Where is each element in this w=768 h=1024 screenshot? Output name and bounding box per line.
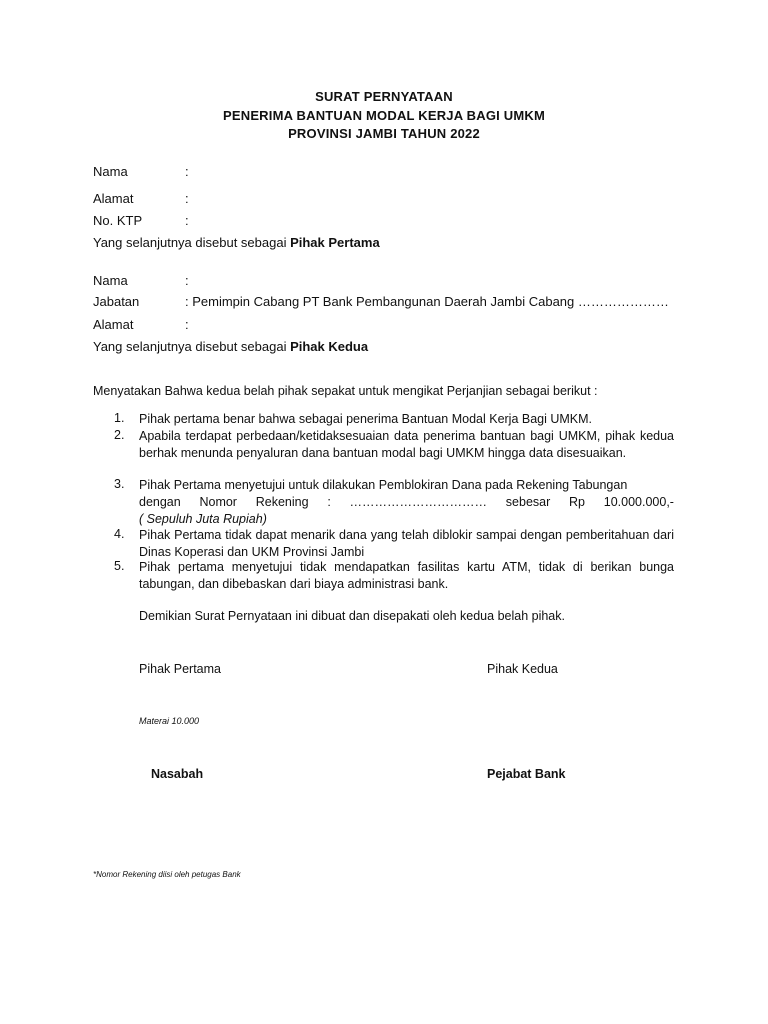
item3-word: sebesar [505, 495, 551, 509]
party2-name-colon: : [185, 273, 189, 288]
item-number-5: 5. [114, 559, 125, 573]
party1-designation [93, 235, 380, 250]
document-title: SURAT PERNYATAAN [315, 89, 453, 104]
item3-word: Rp [569, 495, 586, 509]
party2-designation-bold: Pihak Kedua [290, 339, 369, 354]
statement-intro: Menyatakan Bahwa kedua belah pihak sepakat untuk mengikat Perjanjian sebagai berikut : [93, 384, 598, 398]
item3-word: dengan [139, 495, 181, 509]
party1-designation-bold: Pihak Pertama [290, 235, 380, 250]
party2-address-label: Alamat [93, 317, 134, 332]
party1-address-label: Alamat [93, 191, 134, 206]
document-subtitle: PENERIMA BANTUAN MODAL KERJA BAGI UMKM [222, 108, 545, 123]
amount-value: 10.000.000,- [603, 495, 674, 509]
list-item-1: Pihak pertama benar bahwa sebagai penerima Bantuan Modal Kerja Bagi UMKM. [139, 412, 593, 426]
closing-statement: Demikian Surat Pernyataan ini dibuat dan disepakati oleh kedua belah pihak. [139, 609, 565, 623]
item3-word: : [327, 495, 331, 509]
party2-designation [93, 339, 368, 354]
list-item-5: Pihak pertama menyetujui tidak mendapatkan fasilitas kartu ATM, tidak di berikan bunga tabungan, dan dibebaskan dari biaya administrasi bank. [139, 560, 674, 591]
signature-party1-label: Pihak Pertama [139, 662, 221, 676]
party2-position-value: : Pemimpin Cabang PT Bank Pembangunan Daerah Jambi Cabang ………………… [185, 294, 669, 309]
account-number-blank: …………………………… [349, 495, 488, 509]
party2-address-colon: : [185, 317, 189, 332]
party1-designation-text: Yang selanjutnya disebut sebagai [93, 235, 291, 250]
item3-word: Nomor [199, 495, 237, 509]
party1-address-colon: : [185, 191, 189, 206]
signature-party2-role: Pejabat Bank [487, 767, 566, 781]
item3-line1: Pihak Pertama menyetujui untuk dilakukan Pemblokiran Dana pada Rekening Tabungan [139, 478, 628, 492]
signature-party2-label: Pihak Kedua [487, 662, 558, 676]
party2-designation-text: Yang selanjutnya disebut sebagai [93, 339, 291, 354]
item-number-4: 4. [114, 527, 125, 541]
party1-ktp-colon: : [185, 213, 189, 228]
signature-party1-role: Nasabah [151, 767, 204, 781]
stamp-duty-note: Materai 10.000 [139, 716, 200, 726]
document-subtitle-year: PROVINSI JAMBI TAHUN 2022 [288, 126, 480, 141]
item-number-2: 2. [114, 428, 125, 442]
footnote: *Nomor Rekening diisi oleh petugas Bank [93, 870, 241, 879]
party2-position-label: Jabatan [93, 294, 140, 309]
item3-word: Rekening [255, 495, 309, 509]
party1-name-label: Nama [93, 164, 128, 179]
party1-name-colon: : [185, 164, 189, 179]
party1-ktp-label: No. KTP [93, 213, 143, 228]
list-item-4: Pihak Pertama tidak dapat menarik dana yang telah diblokir sampai dengan pemberitahuan dari Dinas Koperasi dan UKM Provinsi Jambi [139, 528, 674, 559]
party2-name-label: Nama [93, 273, 128, 288]
amount-in-words: ( Sepuluh Juta Rupiah) [139, 512, 267, 526]
list-item-3 [139, 477, 674, 528]
item-number-1: 1. [114, 411, 125, 425]
item3-line2 [139, 494, 674, 511]
item-number-3: 3. [114, 477, 125, 491]
list-item-2: Apabila terdapat perbedaan/ketidaksesuaian data penerima bantuan bagi UMKM, pihak kedua berhak menunda penyaluran dana bantuan modal bagi UMKM hingga data disesuaikan. [139, 429, 674, 460]
